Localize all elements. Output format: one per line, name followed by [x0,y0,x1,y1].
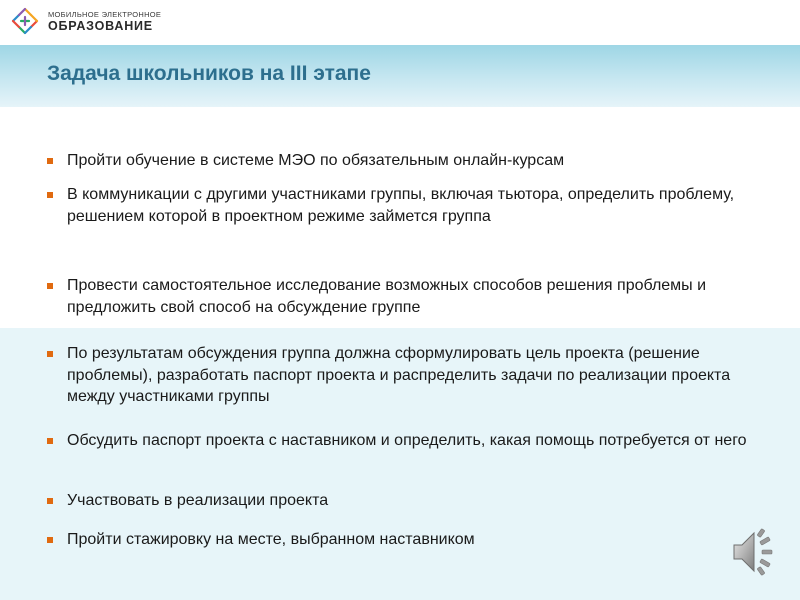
bullet-marker-icon [47,438,53,444]
slide-title: Задача школьников на III этапе [47,62,371,85]
logo-line2: ОБРАЗОВАНИЕ [48,18,153,33]
list-item-text: Пройти обучение в системе МЭО по обязательным онлайн-курсам [67,152,565,169]
list-item-text: Пройти стажировку на месте, выбранном наставником [67,531,475,548]
list-item-text: Участвовать в реализации проекта [67,492,329,509]
list-item-text: Обсудить паспорт проекта с наставником и определить, какая помощь потребуется от него [67,432,747,449]
bullet-marker-icon [47,158,53,164]
logo-line1: МОБИЛЬНОЕ ЭЛЕКТРОННОЕ [48,9,162,19]
bullet-marker-icon [47,192,53,198]
bullet-marker-icon [47,283,53,289]
bullet-marker-icon [47,498,53,504]
list-item-text: Провести самостоятельное исследование возможных способов решения проблемы и предложить свой способ на обсуждение группе [67,277,707,316]
list-item-text: По результатам обсуждения группа должна сформулировать цель проекта (решение проблемы), разработать паспорт проекта и распределить задачи по реализации проекта между участниками группы [67,345,731,405]
bullet-marker-icon [47,537,53,543]
speaker-icon[interactable] [728,527,780,577]
bullet-marker-icon [47,351,53,357]
list-item-text: В коммуникации с другими участниками группы, включая тьютора, определить проблему, решением которой в проектном режиме займется группа [67,186,735,225]
